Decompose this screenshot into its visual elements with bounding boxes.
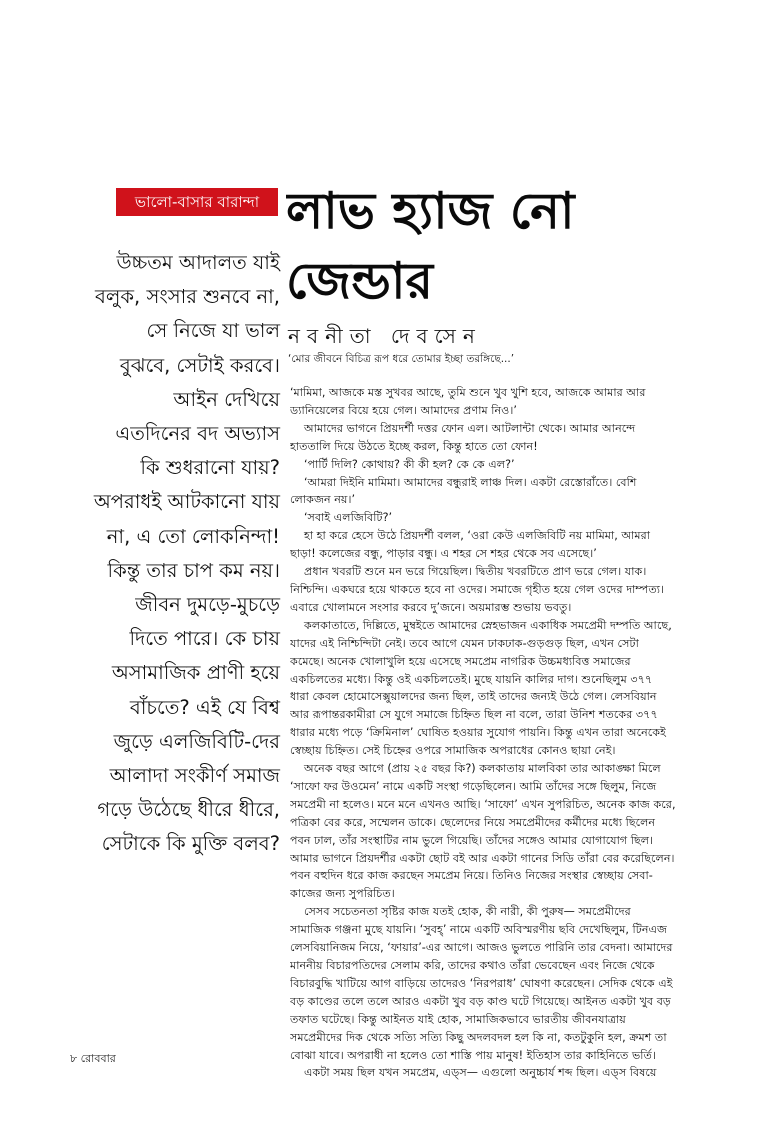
pull-quote-line: না, এ তো লোকনিন্দা! <box>106 524 280 548</box>
headline: লাভ হ্যাজ নো জেন্ডার <box>286 182 575 310</box>
article-line: ছাড়া! কলেজের বন্ধু, পাড়ার বন্ধু। এ শহর সে শহর থেকে সব এসেছে।’ <box>290 547 597 561</box>
pull-quote-line: আলাদা সংকীর্ণ সমাজ <box>109 764 280 788</box>
pull-quote-line: বলুক, সংসার শুনবে না, <box>95 285 280 309</box>
article-line: বড় কাণ্ডের তলে তলে আরও একটা খুব বড় কাণ্ড ঘটে গিয়েছে। আইনত একটা খুব বড় <box>290 994 671 1008</box>
pull-quote-line: জুড়ে এলজিবিটি-দের <box>113 729 280 753</box>
article-line: আমাদের ভাগনে প্রিয়দর্শী দত্তর ফোন এল। আটলান্টা থেকে। আমার আনন্দে <box>304 421 636 435</box>
article-line: ড্যানিয়েলের বিয়ে হয়ে গেল। আমাদের প্রণাম নিও।’ <box>290 403 517 417</box>
article-line: পত্রিকা বের করে, সম্মেলন ডাকে। ছেলেদের নিয়ে সমপ্রেমীদের কর্মীদের মধ্যে ছিলেন <box>290 815 656 829</box>
section-label: ভালো-বাসার বারান্দা <box>116 188 278 216</box>
article-line: কমেছে। অনেক খোলাখুলি হয়ে এসেছে সমপ্রেম নাগরিক উচ্চমধ্যবিত্ত সমাজের <box>290 654 631 668</box>
article-line: ধারা কেবল হোমোসেক্সুয়ালদের জন্য ছিল, তাই তাদের জন্যই উঠে গেল। লেসবিয়ান <box>290 690 657 704</box>
article-line: কাজের জন্য সুপরিচিত। <box>290 887 395 901</box>
author-byline: নবনীতা দেবসেন <box>288 324 482 348</box>
pull-quote-line: অসামাজিক প্রাণী হয়ে <box>111 661 280 685</box>
pull-quote <box>70 246 280 862</box>
article-line: হাততালি দিয়ে উঠতে ইচ্ছে করল, কিন্তু হাতে তো ফোন! <box>290 439 538 453</box>
article-line: প্রধান খবরটি শুনে মন ভরে গিয়েছিল। দ্বিতীয় খবরটিতে প্রাণ ভরে গেল। যাক। <box>304 565 647 579</box>
article-line: স্বেচ্ছায় চিহ্নিত। সেই চিহ্নের ওপরে সামাজিক অপরাধের কোনও ছায়া নেই। <box>290 744 616 758</box>
pull-quote-line: কি শুধরানো যায়? <box>140 456 280 480</box>
article-line: ‘সাফো ফর উওমেন’ নামে একটি সংস্থা গড়েছিলেন। আমি তাঁদের সঙ্গে ছিলুম, নিজে <box>290 779 657 793</box>
article-line: নিশ্চিন্দি। একঘরে হয়ে থাকতে হবে না ওদের। সমাজে গৃহীত হয়ে গেল ওদের দাম্পত্য। <box>290 582 664 596</box>
epigraph: ‘মোর জীবনে বিচিত্র রূপ ধরে তোমার ইচ্ছা তরঙ্গিছে...’ <box>288 353 515 365</box>
article-line: ‘সবাই এলজিবিটি?’ <box>304 511 393 525</box>
pull-quote-line: বুঝবে, সেটাই করবে। <box>119 353 280 377</box>
pull-quote-line: জীবন দুমড়ে-মুচড়ে <box>135 593 280 617</box>
pull-quote-line: সেটাকে কি মুক্তি বলব? <box>101 832 280 856</box>
article-line: একচিলতের মধ্যে। কিন্তু ওই একচিলতেই। মুছে যায়নি কালির দাগ। শুনেছিলুম ৩৭৭ <box>290 672 653 686</box>
article-body <box>290 384 702 1082</box>
article-line: যাদের এই নিশ্চিন্দিটা নেই। তবে আগে যেমন ঢাকঢাক-গুড়গুড় ছিল, এখন সেটা <box>290 636 639 650</box>
pull-quote-line: দিতে পারে। কে চায় <box>129 627 280 651</box>
article-line: পবন ঢাল, তাঁর সংস্থাটির নাম ভুলে গিয়েছি। তাঁদের সঙ্গেও আমার যোগাযোগ ছিল। <box>290 833 654 847</box>
article-line: বোঝা যাবে। অপরাধী না হলেও তো শাস্তি পায় মানুষ! ইতিহাস তার কাহিনিতে ভর্তি। <box>290 1048 656 1062</box>
pull-quote-line: উচ্চতম আদালত যাই <box>116 251 280 274</box>
pull-quote-line: কিন্তু তার চাপ কম নয়। <box>107 558 280 582</box>
article-line: কলকাতাতে, দিল্লিতে, মুম্বইতে আমাদের স্নেহভাজন একাধিক সমপ্রেমী দম্পতি আছে, <box>304 618 672 632</box>
article-line: পবন বহুদিন ধরে কাজ করছেন সমপ্রেম নিয়ে। তিনিও নিজের সংস্থার স্বেচ্ছায় সেবা- <box>290 869 653 883</box>
article-line: মাননীয় বিচারপতিদের সেলাম করি, তাদের কথাও তাঁরা ভেবেছেন এবং নিজে থেকে <box>290 959 655 972</box>
pull-quote-line: গড়ে উঠেছে ধীরে ধীরে, <box>97 798 280 822</box>
article-line: আর রূপান্তরকামীরা সে যুগে সমাজে চিহ্নিত ছিল না বলে, তারা উনিশ শতকের ৩৭৭ <box>290 708 658 722</box>
article-line: সমপ্রেমীদের দিক থেকে সত্যি সত্যি কিছু অদলবদল হল কি না, কতটুকুনি হল, ক্রমশ তা <box>290 1030 667 1044</box>
article-line: ‘আমরা দিইনি মামিমা। আমাদের বন্ধুরাই লাঞ্চ দিল। একটা রেস্তোরাঁতে। বেশি <box>304 475 637 489</box>
article-line: লেসবিয়ানিজম নিয়ে, ‘ফায়ার’-এর আগে। আজও ভুলতে পারিনি তার বেদনা। আমাদের <box>290 941 673 955</box>
article-line: ‘পার্টি দিলি? কোথায়? কী কী হল? কে কে এল?’ <box>304 457 515 471</box>
article-line: অনেক বছর আগে (প্রায় ২৫ বছর কি?) কলকাতায় মালবিকা তার আকাঙ্ক্ষা মিলে <box>304 762 661 776</box>
pull-quote-line: এতদিনের বদ অভ্যাস <box>115 422 280 446</box>
pull-quote-line: সে নিজে যা ভাল <box>146 319 280 343</box>
pull-quote-line: আইন দেখিয়ে <box>173 387 280 411</box>
article-line: সমপ্রেমী না হলেও। মনে মনে এখনও আছি। ‘সাফো’ এখন সুপরিচিত, অনেক কাজ করে, <box>290 797 676 811</box>
article-line: সেসব সচেতনতা সৃষ্টির কাজ যতই হোক, কী নারী, কী পুরুষ— সমপ্রেমীদের <box>304 905 631 919</box>
article-line: বিচারবুদ্ধি খাটিয়ে আগ বাড়িয়ে তাদেরও ‘নিরপরাধ’ ঘোষণা করেছেন। সেদিক থেকে এই <box>290 976 673 990</box>
pull-quote-line: বাঁচতে? এই যে বিশ্ব <box>129 695 280 719</box>
article-line: লোকজন নয়।’ <box>290 493 356 507</box>
pull-quote-line: অপরাধই আটকানো যায় <box>93 490 280 514</box>
article-line: একটা সময় ছিল যখন সমপ্রেম, এড্‌স— এগুলো অনুচ্চার্য শব্দ ছিল। এড্‌স বিষয়ে <box>304 1066 657 1080</box>
article-line: এবারে খোলামনে সংসার করবে দু’জনে। অয়মারম্ভ শুভায় ভবতু। <box>290 600 572 614</box>
article-line: সামাজিক গঞ্জনা মুছে যায়নি। ‘সুবহ্’ নামে একটি অবিস্মরণীয় ছবি দেখেছিলুম, টিনএজ <box>290 923 668 937</box>
article-line: তফাত ঘটেছে। কিন্তু আইনত যাই হোক, সামাজিকভাবে ভারতীয় জীবনযাত্রায় <box>290 1012 626 1026</box>
article-line: হা হা করে হেসে উঠে প্রিয়দর্শী বলল, ‘ওরা কেউ এলজিবিটি নয় মামিমা, আমরা <box>304 529 651 543</box>
article-line: ধারার মধ্যে পড়ে ‘ক্রিমিনাল’ ঘোষিত হওয়ার সুযোগ পায়নি। কিন্তু এখন তারা অনেকেই <box>290 726 666 740</box>
article-line: আমার ভাগনে প্রিয়দর্শীর একটা ছোট বই আর একটা গানের সিডি তাঁরা বের করেছিলেন। <box>290 851 675 865</box>
page-footer: ৮ রোববার <box>70 1052 116 1065</box>
article-line: ‘মামিমা, আজকে মস্ত সুখবর আছে, তুমি শুনে খুব খুশি হবে, আজকে আমার আর <box>290 386 646 399</box>
